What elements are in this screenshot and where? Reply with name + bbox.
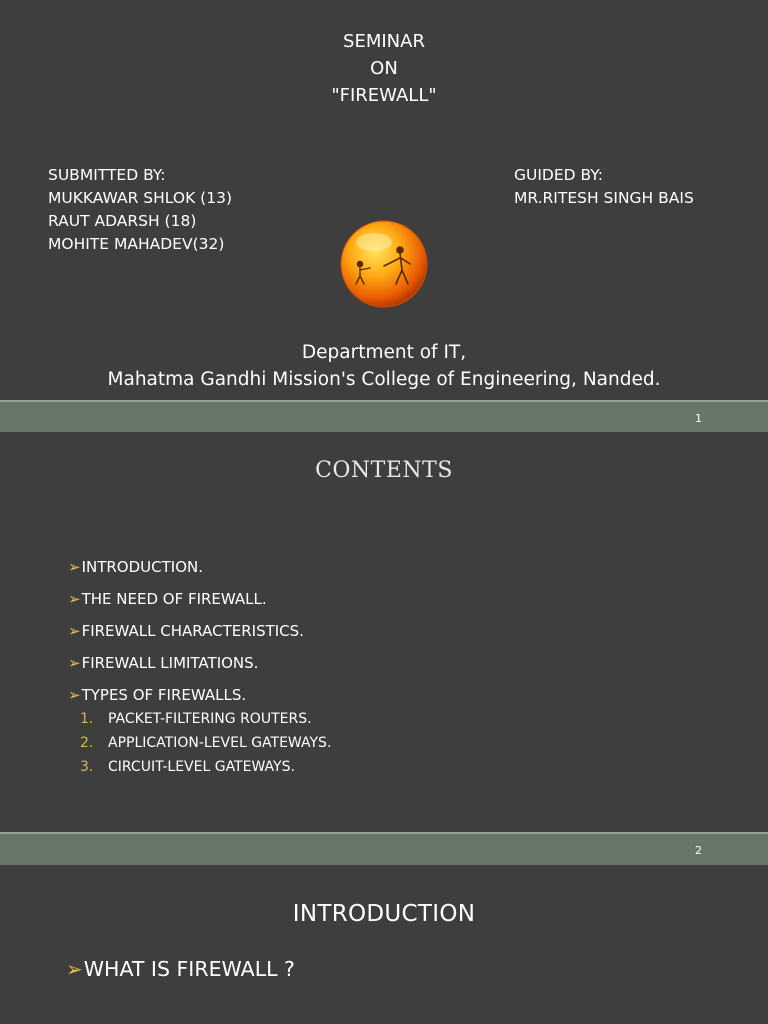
title-line-1: SEMINAR xyxy=(343,31,425,52)
member-name: MUKKAWAR SHLOK (13) xyxy=(48,189,232,207)
page-number: 1 xyxy=(695,412,702,425)
arrow-bullet-icon: ➢ xyxy=(68,558,81,576)
sub-item-label: PACKET-FILTERING ROUTERS. xyxy=(108,711,312,727)
guided-by-block xyxy=(514,164,694,210)
contents-list xyxy=(68,558,304,718)
sub-item-label: CIRCUIT-LEVEL GATEWAYS. xyxy=(108,759,295,775)
sub-item-number: 2. xyxy=(80,735,94,751)
arrow-bullet-icon: ➢ xyxy=(68,622,81,640)
sub-item-label: APPLICATION-LEVEL GATEWAYS. xyxy=(108,735,332,751)
guided-by-heading: GUIDED BY: xyxy=(514,166,603,184)
member-name: RAUT ADARSH (18) xyxy=(48,212,197,230)
arrow-bullet-icon: ➢ xyxy=(68,654,81,672)
list-item xyxy=(68,622,304,654)
submitted-by-heading: SUBMITTED BY: xyxy=(48,166,166,184)
submitted-by-block xyxy=(48,164,232,256)
arrow-bullet-icon: ➢ xyxy=(66,957,83,981)
title-line-2: ON xyxy=(370,58,398,79)
title-line-3: "FIREWALL" xyxy=(331,85,437,106)
firewall-types-sublist xyxy=(80,711,331,783)
list-item-label: TYPES OF FIREWALLS. xyxy=(81,686,247,704)
college-name: Mahatma Gandhi Mission's College of Engineering, Nanded. xyxy=(107,369,661,390)
slide-footer-bar xyxy=(0,400,768,434)
list-item xyxy=(68,590,304,622)
list-item-label: INTRODUCTION. xyxy=(81,558,203,576)
department-block xyxy=(0,339,768,393)
intro-bullet-point xyxy=(66,957,295,981)
slide-footer-bar xyxy=(0,832,768,866)
list-item xyxy=(68,558,304,590)
list-item xyxy=(68,654,304,686)
sub-item-number: 1. xyxy=(80,711,94,727)
sub-list-item xyxy=(80,759,331,783)
list-item-label: FIREWALL LIMITATIONS. xyxy=(81,654,259,672)
slide-1 xyxy=(0,0,768,400)
contents-title: CONTENTS xyxy=(315,458,453,483)
sub-list-item xyxy=(80,735,331,759)
slide-3 xyxy=(0,865,768,1024)
guide-name: MR.RITESH SINGH BAIS xyxy=(514,189,694,207)
slide-2 xyxy=(0,432,768,832)
arrow-bullet-icon: ➢ xyxy=(68,686,81,704)
college-logo xyxy=(340,220,428,308)
introduction-title: INTRODUCTION xyxy=(292,901,476,927)
sub-list-item xyxy=(80,711,331,735)
member-name: MOHITE MAHADEV(32) xyxy=(48,235,225,253)
list-item-label: THE NEED OF FIREWALL. xyxy=(81,590,267,608)
arrow-bullet-icon: ➢ xyxy=(68,590,81,608)
list-item-label: FIREWALL CHARACTERISTICS. xyxy=(81,622,304,640)
page-number: 2 xyxy=(695,844,702,857)
sub-item-number: 3. xyxy=(80,759,94,775)
seminar-title xyxy=(0,28,768,109)
department-name: Department of IT, xyxy=(301,342,467,363)
intro-point-label: WHAT IS FIREWALL ? xyxy=(83,957,295,981)
